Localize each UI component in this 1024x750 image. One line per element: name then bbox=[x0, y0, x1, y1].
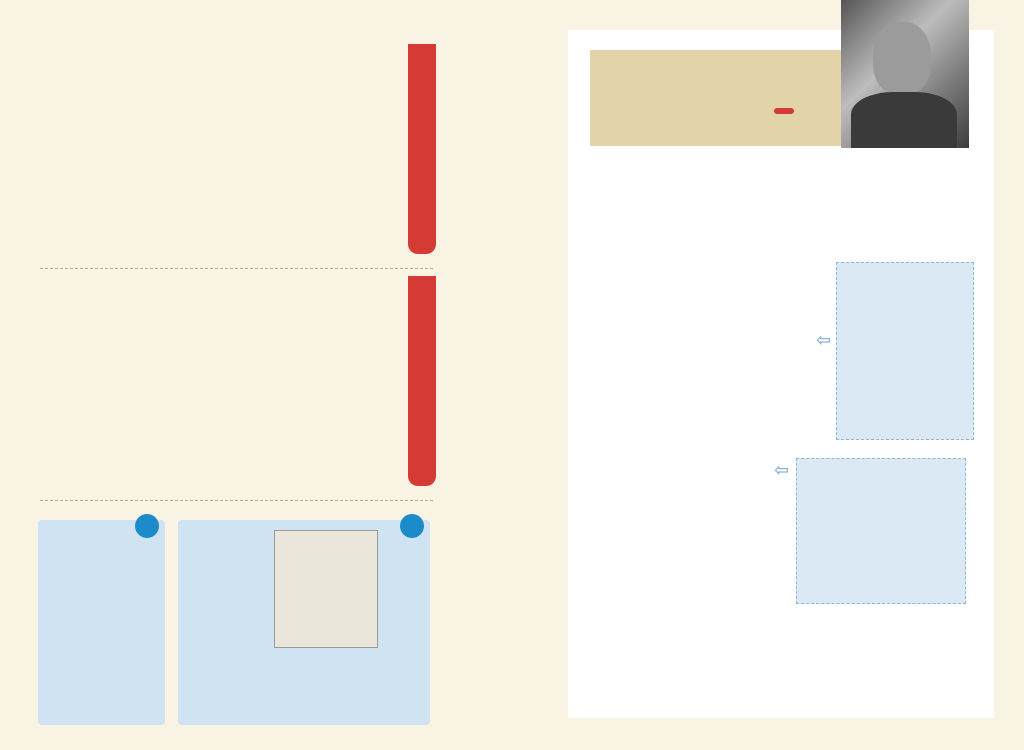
lifespan-badge bbox=[774, 108, 794, 114]
memo-box-gudabutsuan bbox=[178, 520, 430, 725]
portrait-photo bbox=[841, 0, 969, 148]
section2-body bbox=[40, 278, 408, 488]
memo-badge-2 bbox=[400, 514, 424, 538]
note-study-abroad bbox=[836, 262, 974, 440]
memo1-body bbox=[46, 542, 132, 720]
arrow-left-icon: ⇦ bbox=[816, 330, 832, 351]
memo-box-name-origin bbox=[38, 520, 165, 725]
portrait-body bbox=[851, 92, 957, 148]
section1-heading bbox=[408, 44, 436, 254]
note-newspaper-novel bbox=[796, 458, 966, 604]
portrait-face bbox=[873, 22, 931, 94]
memo-badge bbox=[135, 514, 159, 538]
section-divider bbox=[40, 268, 433, 269]
section-divider-2 bbox=[40, 500, 433, 501]
section1-body bbox=[40, 44, 408, 259]
title-band bbox=[590, 50, 860, 146]
section2-heading bbox=[408, 276, 436, 486]
gudabutsuan-photo bbox=[274, 530, 378, 648]
arrow-left-icon-2: ⇦ bbox=[774, 460, 790, 481]
right-page bbox=[568, 30, 994, 718]
